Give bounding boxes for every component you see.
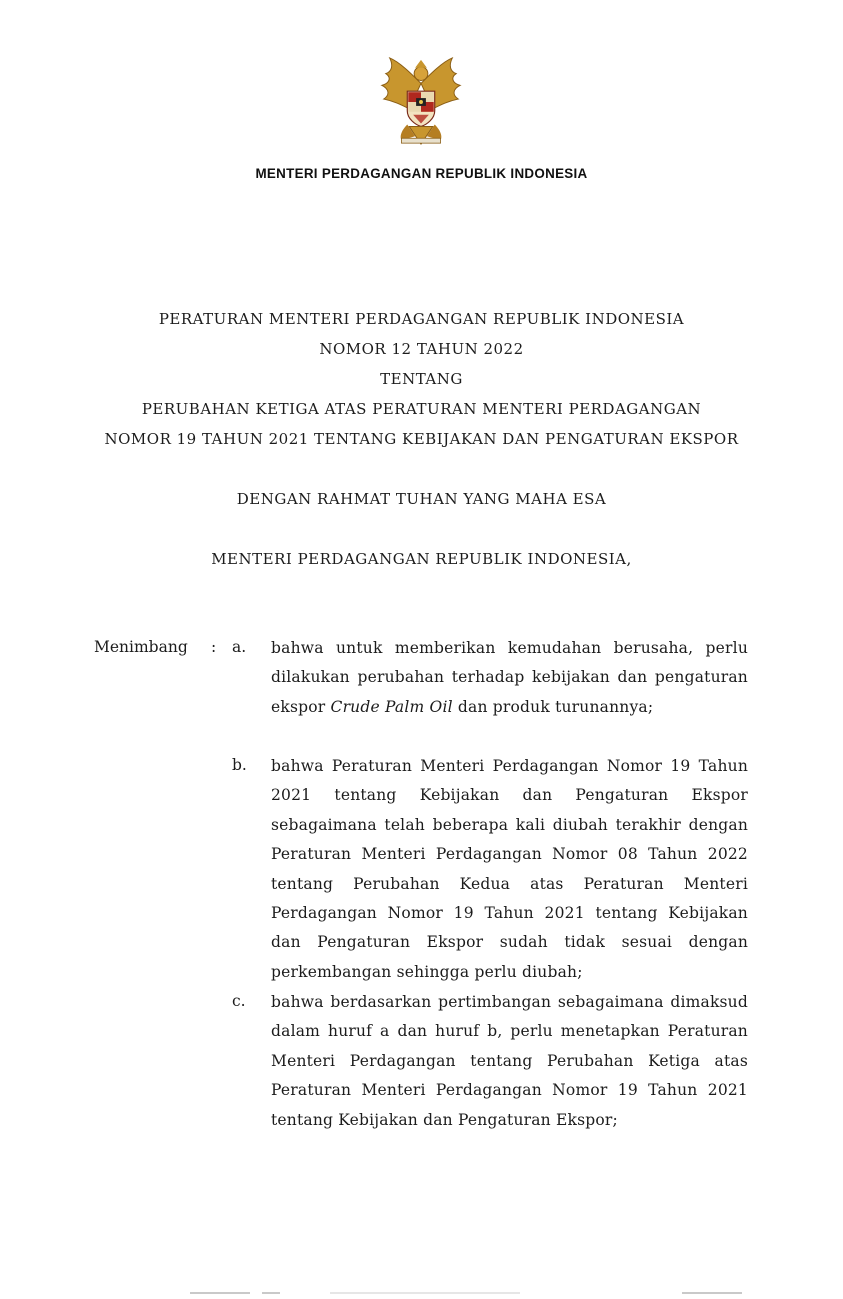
regulation-subject-line1: PERUBAHAN KETIGA ATAS PERATURAN MENTERI PERDAGANGAN [141,400,702,418]
item-text: bahwa Peraturan Menteri Perdagangan Nomor 19 Tahun 2021 tentang Kebijakan dan Pengaturan Ekspor sebagaimana telah beberapa kali diubah terakhir dengan Peraturan Menteri Perdagangan Nomor 08 Tahun 2022 tentang Perubahan Kedua atas Peraturan Menteri Perdagangan Nomor 19 Tahun 2021 tentang Kebijakan dan Pengaturan Ekspor sudah tidak sesuai dengan perkembangan sehingga perlu diubah; [271,757,748,981]
item-letter: a. [232,638,247,656]
considerations-label: Menimbang [94,638,188,656]
item-text: bahwa untuk memberikan kemudahan berusaha, perlu dilakukan perubahan terhadap kebijakan dan pengaturan ekspor Crude Palm Oil dan produk turunannya; [271,639,748,716]
regulation-title: PERATURAN MENTERI PERDAGANGAN REPUBLIK INDONESIA [158,310,685,328]
item-text: bahwa berdasarkan pertimbangan sebagaimana dimaksud dalam huruf a dan huruf b, perlu menetapkan Peraturan Menteri Perdagangan tentang Perubahan Ketiga atas Peraturan Menteri Perdagangan Nomor 19 Tahun 2021 tentang Kebijakan dan Pengaturan Ekspor; [271,993,748,1129]
page-footer-artifacts [0,1286,843,1299]
italic-term: Crude Palm Oil [330,697,453,716]
regulation-about: TENTANG [380,370,463,388]
garuda-emblem-icon [372,54,470,150]
regulation-number: NOMOR 12 TAHUN 2022 [319,340,524,358]
item-letter: b. [232,756,247,774]
issuer-line: MENTERI PERDAGANGAN REPUBLIK INDONESIA, [211,550,632,568]
divine-blessing-line: DENGAN RAHMAT TUHAN YANG MAHA ESA [236,490,607,508]
item-letter: c. [232,992,246,1010]
considerations-colon: : [211,638,217,656]
regulation-subject-line2: NOMOR 19 TAHUN 2021 TENTANG KEBIJAKAN DAN PENGATURAN EKSPOR [104,430,739,448]
ministry-header: MENTERI PERDAGANGAN REPUBLIK INDONESIA [255,166,588,181]
